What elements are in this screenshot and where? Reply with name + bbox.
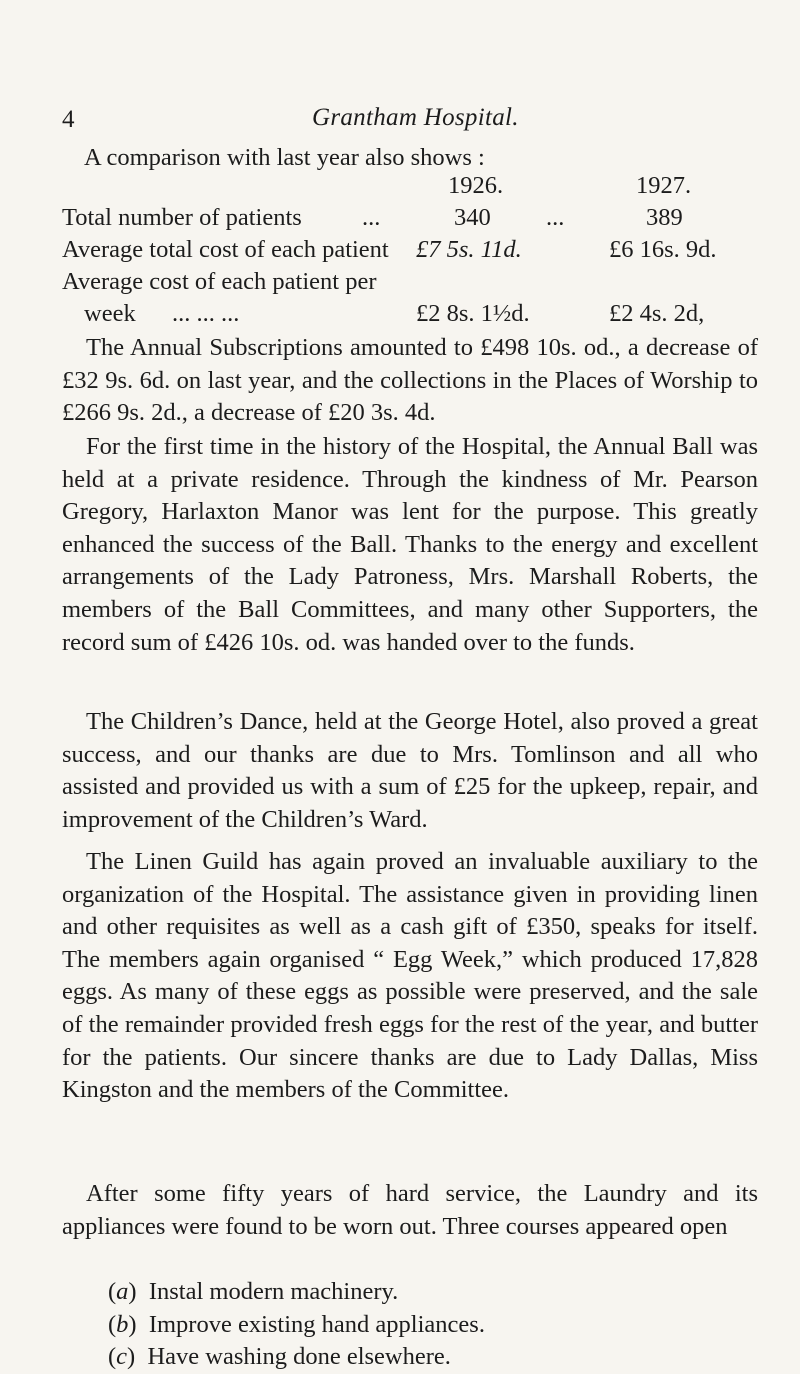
value-1927: £2 4s. 2d, <box>609 300 705 327</box>
running-head: Grantham Hospital. <box>312 104 519 131</box>
option-text: Improve existing hand appliances. <box>148 1310 485 1338</box>
paragraph-annual-ball: For the first time in the history of the Hospital, the Annual Ball was held at a private residence. Through the kindness of Mr. Pearson Gregory, Harlaxton Manor was lent for the purpose. This greatly enhanced the success of the Ball. Thanks to the energy and excellent arrangements of the Lady Patroness, Mrs. Marshall Roberts, the members of the Ball Committees, and many other Supporters, the record sum of £426 10s. od. was handed over to the funds. <box>62 433 758 656</box>
value-1927: £6 16s. 9d. <box>609 236 717 263</box>
year-1927: 1927. <box>636 172 692 199</box>
option-text: Instal modern machinery. <box>148 1278 399 1305</box>
paragraph-linen-guild: The Linen Guild has again proved an invaluable auxiliary to the organization of the Hospital. The assistance given in providing linen and other requisites as well as a cash gift of £350, speaks for itself. The members again organised “ Egg Week,” which produced 17,828 eggs. As many of these eggs as possible were preserved, and the sale of the remainder provided fresh eggs for the rest of the year, and butter for the patients. Our sincere thanks are due to Lady Dallas, Miss Kingston and the members of the Committee. <box>62 848 758 1104</box>
row-label: Total number of patients <box>62 204 302 231</box>
row-label-continued: week <box>84 300 136 327</box>
option-label: b <box>116 1310 129 1338</box>
option-label: c <box>116 1343 128 1370</box>
options-list <box>108 1276 485 1374</box>
value-1927: 389 <box>646 204 683 231</box>
comparison-intro: A comparison with last year also shows : <box>84 144 485 171</box>
value-1926: 340 <box>454 204 491 231</box>
page-number: 4 <box>62 106 75 133</box>
paragraph-laundry: After some fifty years of hard service, the Laundry and its appliances were found to be worn out. Three courses appeared open <box>62 1180 758 1240</box>
row-leader: ... <box>362 204 381 231</box>
value-1926: £2 8s. 1½d. <box>416 300 530 327</box>
list-item: (a) Instal modern machinery. <box>108 1278 399 1305</box>
paragraph-childrens-dance: The Children’s Dance, held at the George Hotel, also proved a great success, and our thanks are due to Mrs. Tomlinson and all who assisted and provided us with a sum of £25 for the upkeep, repair, and improvement of the Children’s Ward. <box>62 708 758 833</box>
paragraph-subscriptions: The Annual Subscriptions amounted to £498 10s. od., a decrease of £32 9s. 6d. on last year, and the collections in the Places of Worship to £266 9s. 2d., a decrease of £20 3s. 4d. <box>62 334 758 427</box>
year-1926: 1926. <box>448 172 504 199</box>
list-item: (b) Improve existing hand appliances. <box>108 1310 485 1338</box>
row-label: Average cost of each patient per <box>62 268 377 295</box>
row-separator: ... <box>546 204 565 231</box>
row-leader: ... ... ... <box>172 300 240 327</box>
list-item: (c) Have washing done elsewhere. <box>108 1343 451 1370</box>
value-1926: £7 5s. 11d. <box>416 236 522 263</box>
option-text: Have washing done elsewhere. <box>147 1343 451 1370</box>
row-label: Average total cost of each patient <box>62 236 389 263</box>
option-label: a <box>116 1278 129 1305</box>
